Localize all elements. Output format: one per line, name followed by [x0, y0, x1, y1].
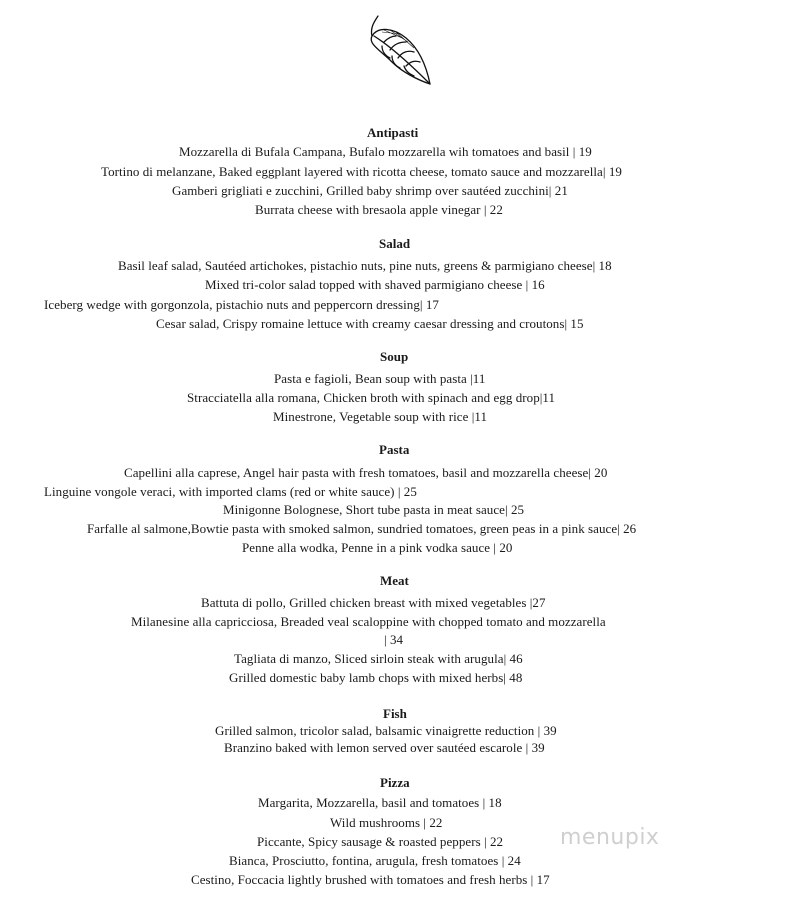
section-heading-salad: Salad	[379, 236, 411, 251]
menu-item: Gamberi grigliati e zucchini, Grilled baby shrimp over sautéed zucchini| 21	[172, 183, 568, 198]
leaf-logo-icon	[360, 12, 440, 92]
menu-item: Milanesine alla capricciosa, Breaded veal scaloppine with chopped tomato and mozzarella	[131, 614, 606, 629]
menu-item: Grilled domestic baby lamb chops with mixed herbs| 48	[229, 670, 523, 685]
menu-item: Cesar salad, Crispy romaine lettuce with creamy caesar dressing and croutons| 15	[156, 316, 584, 331]
menu-item: Penne alla wodka, Penne in a pink vodka sauce | 20	[242, 540, 513, 555]
menu-item: Wild mushrooms | 22	[330, 815, 443, 830]
menu-item: Mixed tri-color salad topped with shaved parmigiano cheese | 16	[205, 277, 545, 292]
menu-item: Minestrone, Vegetable soup with rice |11	[273, 409, 487, 424]
menu-item: Capellini alla caprese, Angel hair pasta with fresh tomatoes, basil and mozzarella cheese| 20	[124, 465, 608, 480]
menu-item: Branzino baked with lemon served over sautéed escarole | 39	[224, 740, 545, 755]
section-heading-antipasti: Antipasti	[367, 125, 419, 140]
menu-item: | 34	[384, 632, 404, 647]
menu-item: Tortino di melanzane, Baked eggplant layered with ricotta cheese, tomato sauce and mozzarella| 19	[101, 164, 622, 179]
watermark: menupix	[560, 825, 660, 850]
menu-item: Piccante, Spicy sausage & roasted peppers | 22	[257, 834, 504, 849]
menu-item: Bianca, Prosciutto, fontina, arugula, fresh tomatoes | 24	[229, 853, 521, 868]
menu-item: Farfalle al salmone,Bowtie pasta with smoked salmon, sundried tomatoes, green peas in a pink sauce| 26	[87, 521, 637, 536]
section-heading-pasta: Pasta	[379, 442, 410, 457]
menu-item: Stracciatella alla romana, Chicken broth with spinach and egg drop|11	[187, 390, 556, 405]
section-heading-pizza: Pizza	[380, 775, 410, 790]
menu-item: Basil leaf salad, Sautéed artichokes, pistachio nuts, pine nuts, greens & parmigiano cheese| 18	[118, 258, 612, 273]
menu-item: Iceberg wedge with gorgonzola, pistachio nuts and peppercorn dressing| 17	[44, 297, 439, 312]
menu-item: Cestino, Foccacia lightly brushed with tomatoes and fresh herbs | 17	[191, 872, 550, 887]
menu-item: Battuta di pollo, Grilled chicken breast with mixed vegetables |27	[201, 595, 546, 610]
menu-item: Minigonne Bolognese, Short tube pasta in meat sauce| 25	[223, 502, 525, 517]
menu-item: Margarita, Mozzarella, basil and tomatoes | 18	[258, 795, 502, 810]
menu-item: Tagliata di manzo, Sliced sirloin steak with arugula| 46	[234, 651, 523, 666]
menu-item: Pasta e fagioli, Bean soup with pasta |11	[274, 371, 486, 386]
menu-item: Burrata cheese with bresaola apple vinegar | 22	[255, 202, 503, 217]
menu-item: Grilled salmon, tricolor salad, balsamic vinaigrette reduction | 39	[215, 723, 557, 738]
section-heading-meat: Meat	[380, 573, 409, 588]
section-heading-soup: Soup	[380, 349, 409, 364]
menu-item: Mozzarella di Bufala Campana, Bufalo mozzarella wih tomatoes and basil | 19	[179, 144, 592, 159]
section-heading-fish: Fish	[383, 706, 407, 721]
menu-item: Linguine vongole veraci, with imported clams (red or white sauce) | 25	[44, 484, 417, 499]
